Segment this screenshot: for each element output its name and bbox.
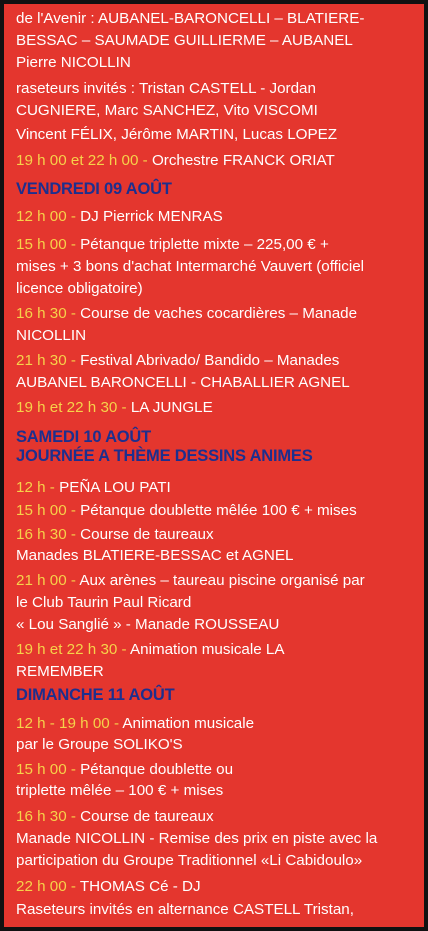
schedule-line (16, 9, 364, 29)
schedule-line (16, 398, 213, 418)
event-text: Pierre NICOLLIN (16, 54, 131, 71)
schedule-line (16, 125, 337, 145)
schedule-line (16, 781, 223, 801)
schedule-line (16, 571, 365, 591)
schedule-line (16, 640, 284, 660)
schedule-line (16, 235, 329, 255)
event-text: Animation musicale (122, 715, 255, 732)
event-time: 16 h 30 - (16, 305, 81, 322)
event-time: 15 h 00 - (16, 761, 81, 778)
schedule-line (16, 615, 279, 635)
schedule-line (16, 877, 201, 897)
event-text: CUGNIERE, Marc SANCHEZ, Vito VISCOMI (16, 102, 318, 119)
event-text: le Club Taurin Paul Ricard (16, 594, 192, 611)
schedule-line (16, 351, 339, 371)
day-heading: VENDREDI 09 AOÛT (16, 180, 172, 198)
schedule-line (16, 735, 183, 755)
event-text: licence obligatoire) (16, 280, 143, 297)
schedule-line (16, 501, 357, 521)
event-text: Animation musicale LA (130, 641, 285, 658)
event-time: 16 h 30 - (16, 808, 81, 825)
event-text: par le Groupe SOLIKO'S (16, 736, 183, 753)
event-text: Course de taureaux (80, 526, 214, 543)
event-text: « Lou Sanglié » - Manade ROUSSEAU (16, 616, 280, 633)
event-text: Manade NICOLLIN - Remise des prix en piste avec la (16, 830, 378, 847)
event-text: de l'Avenir : AUBANEL-BARONCELLI – BLATIERE- (16, 10, 365, 27)
event-text: Aux arènes – taureau piscine organisé par (79, 572, 365, 589)
schedule-line (16, 760, 233, 780)
event-text: Manades BLATIERE-BESSAC et AGNEL (16, 547, 294, 564)
event-time: 22 h 00 - (16, 878, 80, 895)
event-time: 12 h 00 - (16, 208, 81, 225)
program-sheet (4, 4, 424, 927)
event-text: Orchestre FRANCK ORIAT (151, 152, 335, 169)
event-text: DJ Pierrick MENRAS (80, 208, 223, 225)
event-text: Course de vaches cocardières – Manade (80, 305, 358, 322)
schedule-line (16, 593, 191, 613)
schedule-line (16, 101, 318, 121)
event-text: LA JUNGLE (130, 399, 213, 416)
event-text: raseteurs invités : Tristan CASTELL - Jordan (16, 80, 316, 97)
event-text: mises + 3 bons d'achat Intermarché Vauvert (officiel (16, 258, 365, 275)
schedule-line (16, 257, 364, 277)
event-text: PEÑA LOU PATI (59, 479, 171, 496)
event-text: REMEMBER (16, 663, 104, 680)
day-heading: JOURNÉE A THÈME DESSINS ANIMES (16, 447, 313, 465)
event-text: Festival Abrivado/ Bandido – Manades (80, 352, 340, 369)
event-text: Pétanque doublette mêlée 100 € + mises (80, 502, 357, 519)
event-time: 12 h - (16, 479, 60, 496)
event-time: 19 h et 22 h 30 - (16, 641, 130, 658)
schedule-line (16, 79, 316, 99)
event-text: Raseteurs invités en alternance CASTELL Tristan, (16, 901, 354, 918)
event-time: 21 h 30 - (16, 352, 81, 369)
event-text: participation du Groupe Traditionnel «Li Cabidoulo» (16, 852, 363, 869)
schedule-line (16, 53, 131, 73)
event-time: 12 h - 19 h 00 - (16, 715, 123, 732)
event-text: AUBANEL BARONCELLI - CHABALLIER AGNEL (16, 374, 350, 391)
event-text: Vincent FÉLIX, Jérôme MARTIN, Lucas LOPEZ (16, 126, 338, 143)
schedule-line (16, 207, 223, 227)
schedule-line (16, 807, 214, 827)
schedule-line (16, 546, 293, 566)
event-text: NICOLLIN (16, 327, 87, 344)
event-text: Course de taureaux (80, 808, 214, 825)
event-text: Pétanque triplette mixte – 225,00 € + (80, 236, 329, 253)
event-text: BESSAC – SAUMADE GUILLIERME – AUBANEL (16, 32, 353, 49)
event-text: triplette mêlée – 100 € + mises (16, 782, 224, 799)
event-text: Pétanque doublette ou (80, 761, 234, 778)
schedule-line (16, 151, 335, 171)
schedule-line (16, 31, 353, 51)
schedule-line (16, 326, 86, 346)
schedule-line (16, 851, 362, 871)
schedule-line (16, 662, 104, 682)
event-time: 16 h 30 - (16, 526, 81, 543)
day-heading: DIMANCHE 11 AOÛT (16, 686, 175, 704)
schedule-line (16, 525, 214, 545)
schedule-line (16, 829, 377, 849)
schedule-line (16, 478, 171, 498)
event-time: 15 h 00 - (16, 236, 81, 253)
day-heading: SAMEDI 10 AOÛT (16, 428, 152, 446)
event-time: 19 h et 22 h 30 - (16, 399, 131, 416)
event-time: 21 h 00 - (16, 572, 80, 589)
schedule-line (16, 304, 357, 324)
event-time: 19 h 00 et 22 h 00 - (16, 152, 152, 169)
schedule-line (16, 279, 143, 299)
event-time: 15 h 00 - (16, 502, 81, 519)
schedule-line (16, 714, 254, 734)
event-text: THOMAS Cé - DJ (79, 878, 201, 895)
schedule-line (16, 373, 350, 393)
schedule-line (16, 900, 354, 920)
